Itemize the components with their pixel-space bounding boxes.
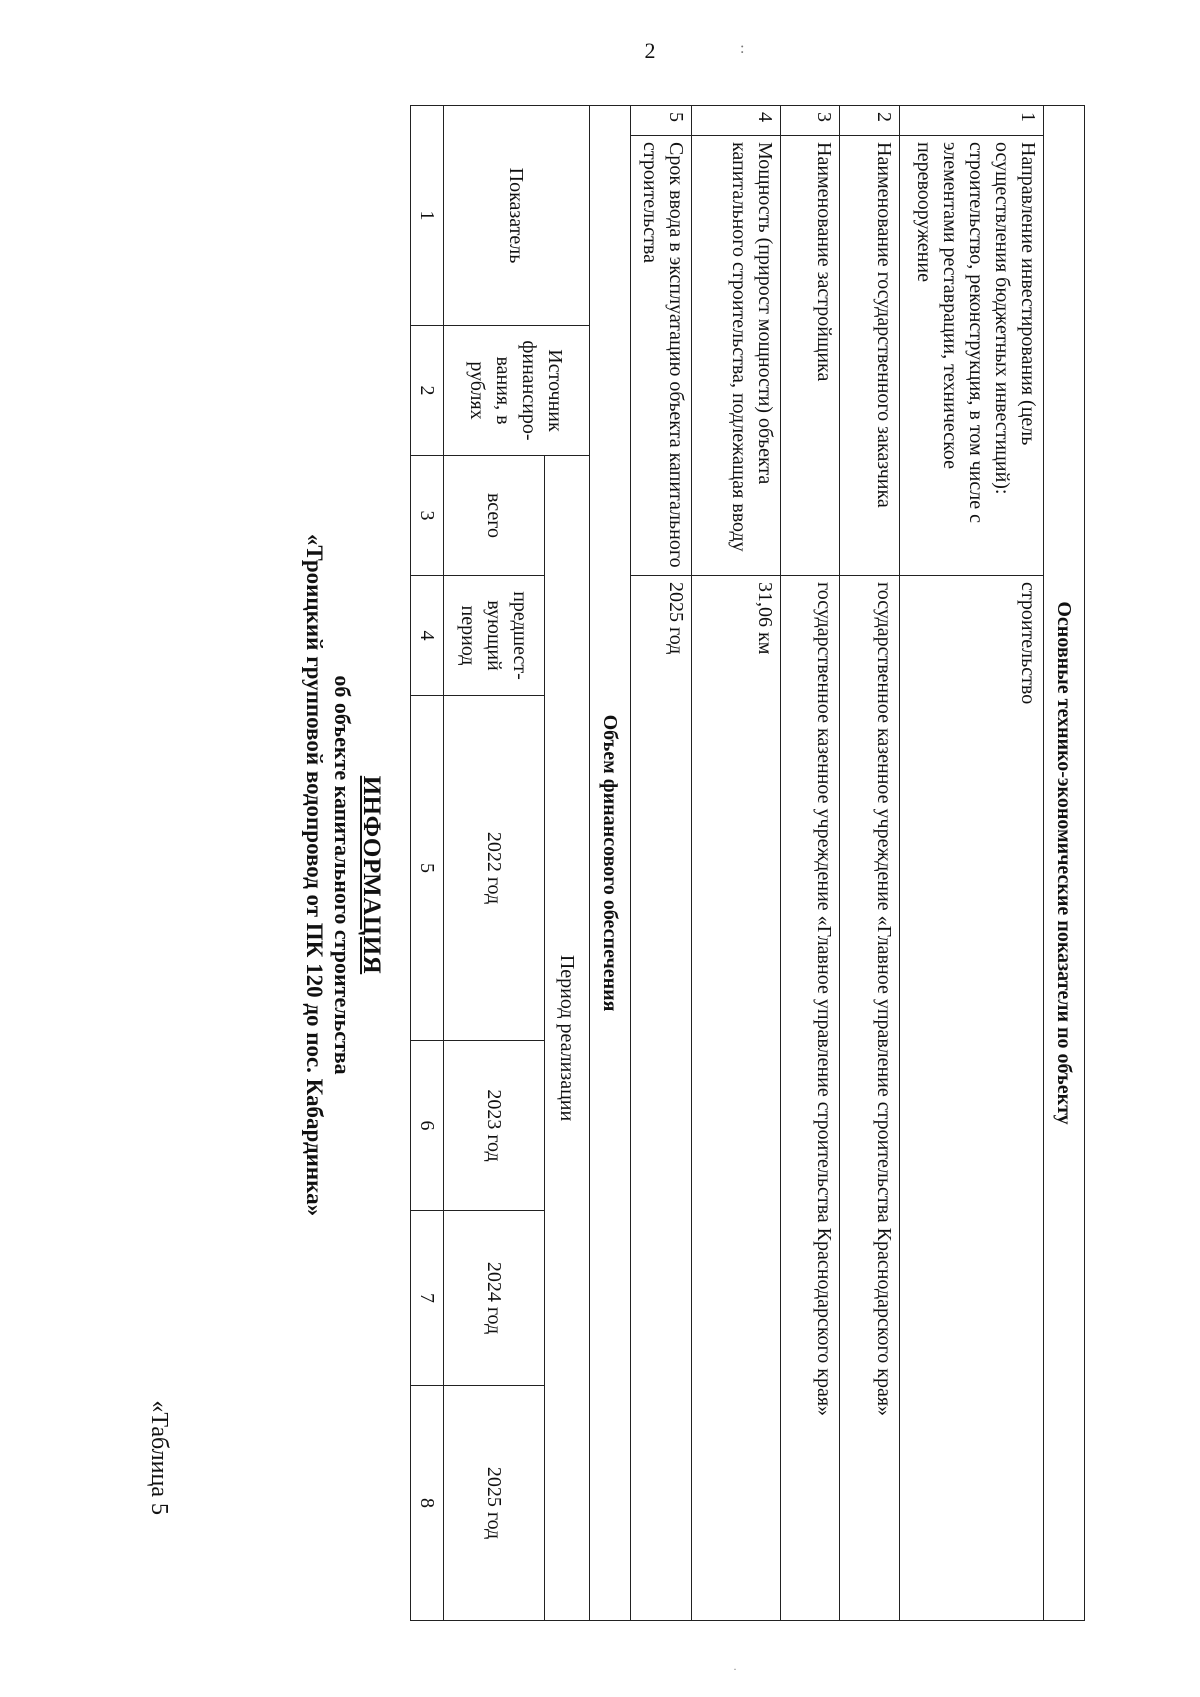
- row-value: строительство: [900, 576, 1044, 1621]
- rotated-sheet: [140, 85, 1100, 1665]
- header-2025: 2025 год: [444, 1386, 545, 1621]
- column-number-row: [411, 106, 444, 1621]
- row-value: государственное казенное учреждение «Главное управление строительства Краснодарского края»: [780, 576, 840, 1621]
- heading-object-name: «Троицкий групповой водопровод от ПК 120 до пос. Кабардинка»: [302, 533, 327, 1217]
- row-label: Наименование государственного заказчика: [840, 136, 900, 576]
- header-2023: 2023 год: [444, 1041, 545, 1211]
- row-number: 5: [631, 106, 692, 136]
- row-value: государственное казенное учреждение «Главное управление строительства Краснодарского края»: [840, 576, 900, 1621]
- header-indicator: Показатель: [444, 106, 590, 326]
- header-2024: 2024 год: [444, 1211, 545, 1386]
- scan-speck: :: [740, 40, 745, 57]
- header-source: Источник финансиро-вания, в рублях: [444, 326, 590, 456]
- column-number: 3: [411, 456, 444, 576]
- row-value: 2025 год: [631, 576, 692, 1621]
- row-number: 4: [691, 106, 780, 136]
- table-row: [631, 106, 692, 1621]
- row-label: Направление инвестирования (цель осуществления бюджетных инвестиций): строительство, реконструкция, в том числе с элементами реставрации, техническое перевооружение: [900, 136, 1044, 576]
- column-number: 7: [411, 1211, 444, 1386]
- header-2022: 2022 год: [444, 696, 545, 1041]
- table-row: [900, 106, 1044, 1621]
- column-number: 2: [411, 326, 444, 456]
- row-label: Срок ввода в эксплуатацию объекта капитального строительства: [631, 136, 692, 576]
- row-label: Наименование застройщика: [780, 136, 840, 576]
- section-title-financing: Объем финансового обеспечения: [589, 106, 630, 1621]
- header-period: Период реализации: [544, 456, 589, 1621]
- scan-speck: ·: [733, 1662, 737, 1676]
- table-label: «Таблица 5: [146, 1400, 172, 1515]
- column-number: 6: [411, 1041, 444, 1211]
- row-number: 1: [900, 106, 1044, 136]
- column-number: 4: [411, 576, 444, 696]
- row-value: 31,06 км: [691, 576, 780, 1621]
- column-number: 1: [411, 106, 444, 326]
- row-number: 3: [780, 106, 840, 136]
- table-header-row: [544, 106, 589, 1621]
- document-heading: [301, 85, 385, 1665]
- table-row: [840, 106, 900, 1621]
- row-number: 2: [840, 106, 900, 136]
- table-row: [780, 106, 840, 1621]
- column-number: 8: [411, 1386, 444, 1621]
- table-row: [691, 106, 780, 1621]
- section-title-indicators: Основные технико-экономические показатели по объекту: [1043, 106, 1084, 1621]
- heading-subtitle: об объекте капитального строительства: [330, 675, 355, 1075]
- column-number: 5: [411, 696, 444, 1041]
- page-number: 2: [644, 38, 656, 63]
- info-table: [410, 105, 1085, 1621]
- header-total: всего: [444, 456, 545, 576]
- row-label: Мощность (прирост мощности) объекта капитального строительства, подлежащая вводу: [691, 136, 780, 576]
- header-previous-period: предшест-вующий период: [444, 576, 545, 696]
- heading-title: ИНФОРМАЦИЯ: [358, 775, 385, 975]
